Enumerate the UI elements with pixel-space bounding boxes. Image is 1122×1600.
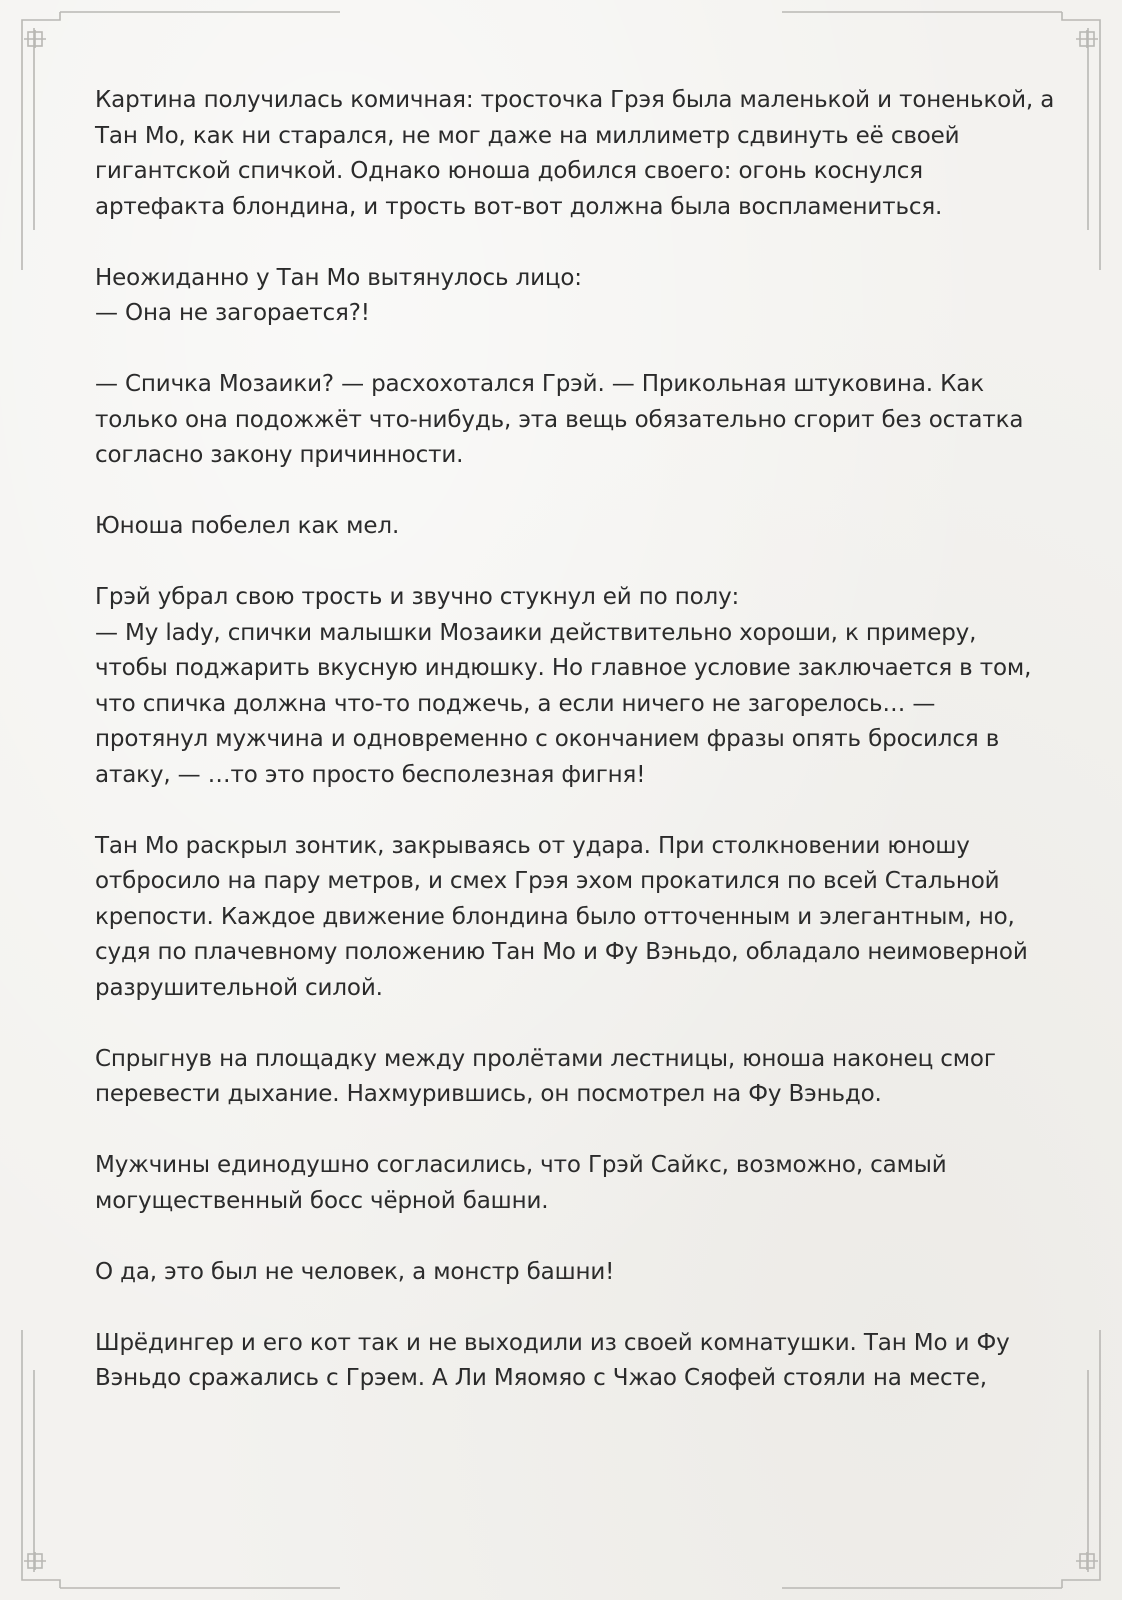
document-body: [95, 83, 1055, 1397]
paragraph: Юноша побелел как мел.: [95, 513, 400, 539]
paragraph: Мужчины единодушно согласились, что Грэй Сайкс, возможно, самый могущественный босс чёрной башни.: [95, 1152, 947, 1214]
paragraph: Спрыгнув на площадку между пролётами лестницы, юноша наконец смог перевести дыхание. Нахмурившись, он посмотрел на Фу Вэньдо.: [95, 1045, 996, 1107]
paragraph: Неожиданно у Тан Мо вытянулось лицо: — Она не загорается?!: [95, 264, 582, 326]
paragraph: О да, это был не человек, а монстр башни!: [95, 1258, 615, 1285]
paragraph: Картина получилась комичная: тросточка Грэя была маленькой и тоненькой, а Тан Мо, как ни старался, не мог даже на миллиметр сдвинуть её своей гигантской спичкой. Однако юноша добился своего: огонь коснулся артефакта блондина, и трость вот-вот должна была воспламениться.: [95, 87, 1055, 220]
paragraph: — Спичка Мозаики? — расхохотался Грэй. — Прикольная штуковина. Как только она подожжёт что-нибудь, эта вещь обязательно сгорит без остатка согласно закону причинности.: [95, 371, 1024, 468]
paragraph: Шрёдингер и его кот так и не выходили из своей комнатушки. Тан Мо и Фу Вэньдо сражались с Грэем. А Ли Мяомяо с Чжао Сяофей стояли на месте,: [95, 1329, 1010, 1391]
paragraph: Грэй убрал свою трость и звучно стукнул ей по полу: — My lady, спички малышки Мозаики действительно хороши, к примеру, чтобы поджарить вкусную индюшку. Но главное условие заключается в том, что спичка должна что-то поджечь, а если ничего не загорелось… — протянул мужчина и одновременно с окончанием фразы опять бросился в атаку, — …то это просто бесполезная фигня!: [95, 584, 1032, 788]
paragraph: Тан Мо раскрыл зонтик, закрываясь от удара. При столкновении юношу отбросило на пару метров, и смех Грэя эхом прокатился по всей Стальной крепости. Каждое движение блондина было отточенным и элегантным, но, судя по плачевному положению Тан Мо и Фу Вэньдо, обладало неимоверной разрушительной силой.: [95, 832, 1028, 1001]
